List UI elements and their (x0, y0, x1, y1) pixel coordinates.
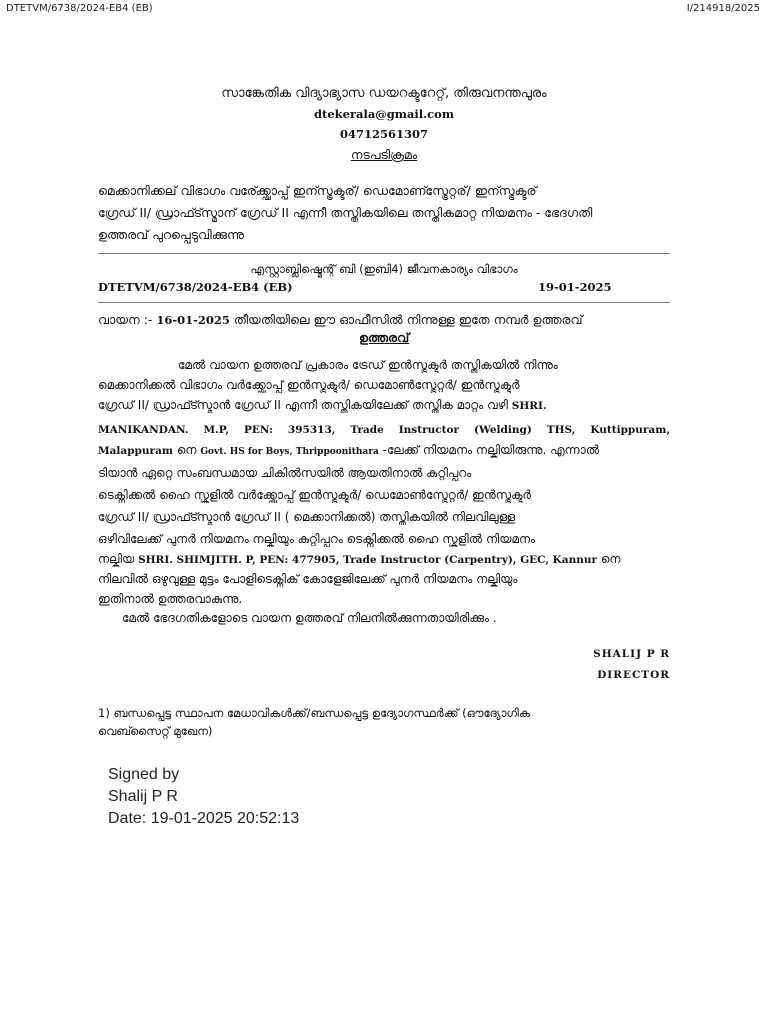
copy-line: 1) ബന്ധപ്പെട്ട സ്ഥാപന മേധാവികൾക്ക്/ബന്ധപ്പെട്ട ഉദ്യോഗസ്ഥർക്ക് (ഔദ്യോഗിക (98, 706, 530, 720)
signature-line: Signed by (108, 766, 180, 783)
signature-line: Date: 19-01-2025 20:52:13 (108, 810, 300, 827)
reading-prefix: വായന :- (98, 312, 153, 327)
reference-date: 19-01-2025 (538, 280, 612, 294)
office-phone: 04712561307 (339, 127, 429, 141)
body-line: മേൽ വായന ഉത്തരവ് പ്രകാരം ട്രേഡ് ഇൻസ്ട്രക്ടർ തസ്തികയിൽ നിന്നും (178, 358, 558, 372)
body-text: -ലേക്ക് നിയമനം നല്കിയിരുന്നു. എന്നാൽ (382, 443, 600, 457)
signatory-designation: DIRECTOR (597, 669, 670, 681)
body-line (98, 398, 670, 413)
divider (98, 253, 670, 254)
school-name: Govt. HS for Boys, Thrippoonithara (200, 447, 379, 457)
section-name: എസ്റ്റാബ്ലിഷ്മെന്റ് ബി (ഇബി4) ജീവനകാര്യം വിഭാഗം (250, 262, 518, 276)
digital-signature (108, 764, 299, 830)
place-name: Malappuram (98, 445, 173, 457)
body-line: ഇതിനാൽ ഉത്തരവാകുന്നു. (98, 592, 243, 606)
office-title: സാങ്കേതിക വിദ്യാഭ്യാസ ഡയറക്ടറേറ്റ്, തിരുവനന്തപുരം (221, 86, 547, 101)
closing-statement: മേൽ ഭേദഗതികളോടെ വായന ഉത്തരവ് നിലനിൽക്കുന്നതായിരിക്കും . (122, 611, 497, 625)
body-text: നെ (176, 443, 197, 457)
person-details: SHRI. SHIMJITH. P, PEN: 477905, Trade Instructor (Carpentry), GEC, Kannur (138, 554, 598, 566)
reading-text: തീയതിയിലെ ഈ ഓഫീസിൽ നിന്നുള്ള ഇതേ നമ്പർ ഉത്തരവ് (233, 312, 583, 327)
signatory-name: SHALIJ P R (593, 648, 670, 660)
person-prefix: SHRI. (511, 400, 547, 412)
reference-number: DTETVM/6738/2024-EB4 (EB) (98, 280, 293, 294)
body-text: ഗ്രേഡ് II/ ഡ്രാഫ്ട്സ്മാൻ ഗ്രേഡ് II എന്നീ തസ്തികയിലേക്ക് തസ്തിക മാറ്റം വഴി (98, 398, 508, 412)
office-email: dtekerala@gmail.com (313, 107, 455, 121)
body-line: നിലവിൽ ഒഴുവുള്ള മുട്ടം പോളിടെക്നിക് കോളേജിലേക്ക് പുനർ നിയമനം നല്കിയും (98, 572, 518, 586)
body-line: മെക്കാനിക്കൽ വിഭാഗം വർക്ക്ഷോപ്പ് ഇൻസ്ട്രക്ടർ/ ഡെമോൺസ്ട്രേറ്റർ/ ഇൻസ്ട്രക്ടർ (98, 378, 520, 392)
body-line: ഗ്രേഡ് II/ ഡ്രാഫ്ട്സ്മാൻ ഗ്രേഡ് II ( മെക്കാനിക്കൽ) തസ്തികയിൽ നിലവിലുള്ള (98, 510, 516, 524)
body-text: നെ (600, 552, 621, 566)
body-line: ടെക്നിക്കൽ ഹൈ സ്കൂളിൽ വർക്ക്ഷോപ്പ് ഇൻസ്ട്രക്ടർ/ ഡെമോൺസ്ട്രേറ്റർ/ ഇൻസ്ട്രക്ടർ (98, 488, 531, 502)
person-details: MANIKANDAN. M.P, PEN: 395313, Trade Instructor (Welding) THS, Kuttippuram, (98, 424, 670, 436)
document-id-header: I/214918/2025 (686, 3, 760, 14)
subject-line: ഉത്തരവ് പുറപ്പെടുവിക്കുന്നു (98, 227, 244, 242)
reading-reference (98, 312, 583, 328)
order-heading: ഉത്തരവ് (358, 330, 410, 345)
subject-block (98, 180, 670, 246)
body-line: ടിയാൻ ഏറ്റെ സംബന്ധമായ ചികിൽസയിൽ ആയതിനാൽ കുറ്റിപ്പുറം (98, 466, 472, 480)
proceedings-heading: നടപടിക്രമം (350, 147, 418, 162)
subject-line: ഗ്രേഡ് II/ ഡ്രാഫ്ട്സ്മാന് ഗ്രേഡ് II എന്നീ തസ്തികയിലെ തസ്തികമാറ്റ നിയമനം - ഭേദഗതി (98, 205, 593, 220)
body-line (98, 552, 670, 567)
subject-line: മെക്കാനിക്കല് വിഭാഗം വര്ക്ക്ഷോപ്പ് ഇന്സ്ട്രക്ടര്/ ഡെമോണ്സ്ട്രേറ്റര്/ ഇന്സ്ട്രക്ടര് (98, 183, 537, 198)
copy-to (98, 704, 598, 740)
divider (98, 302, 670, 303)
file-reference-header: DTETVM/6738/2024-EB4 (EB) (6, 3, 153, 14)
copy-line: വെബ്സൈറ്റ് മുഖേന) (98, 724, 213, 738)
body-text: നല്കിയ (98, 552, 135, 566)
body-line (98, 443, 670, 458)
body-line: ഒഴിവിലേക്ക് പുനർ നിയമനം നല്കിയും കുറ്റിപ്പുറം ടെക്നിക്കൽ ഹൈ സ്കൂളിൽ നിയമനം (98, 532, 536, 546)
signature-line: Shalij P R (108, 788, 178, 805)
reading-date: 16-01-2025 (156, 313, 230, 327)
